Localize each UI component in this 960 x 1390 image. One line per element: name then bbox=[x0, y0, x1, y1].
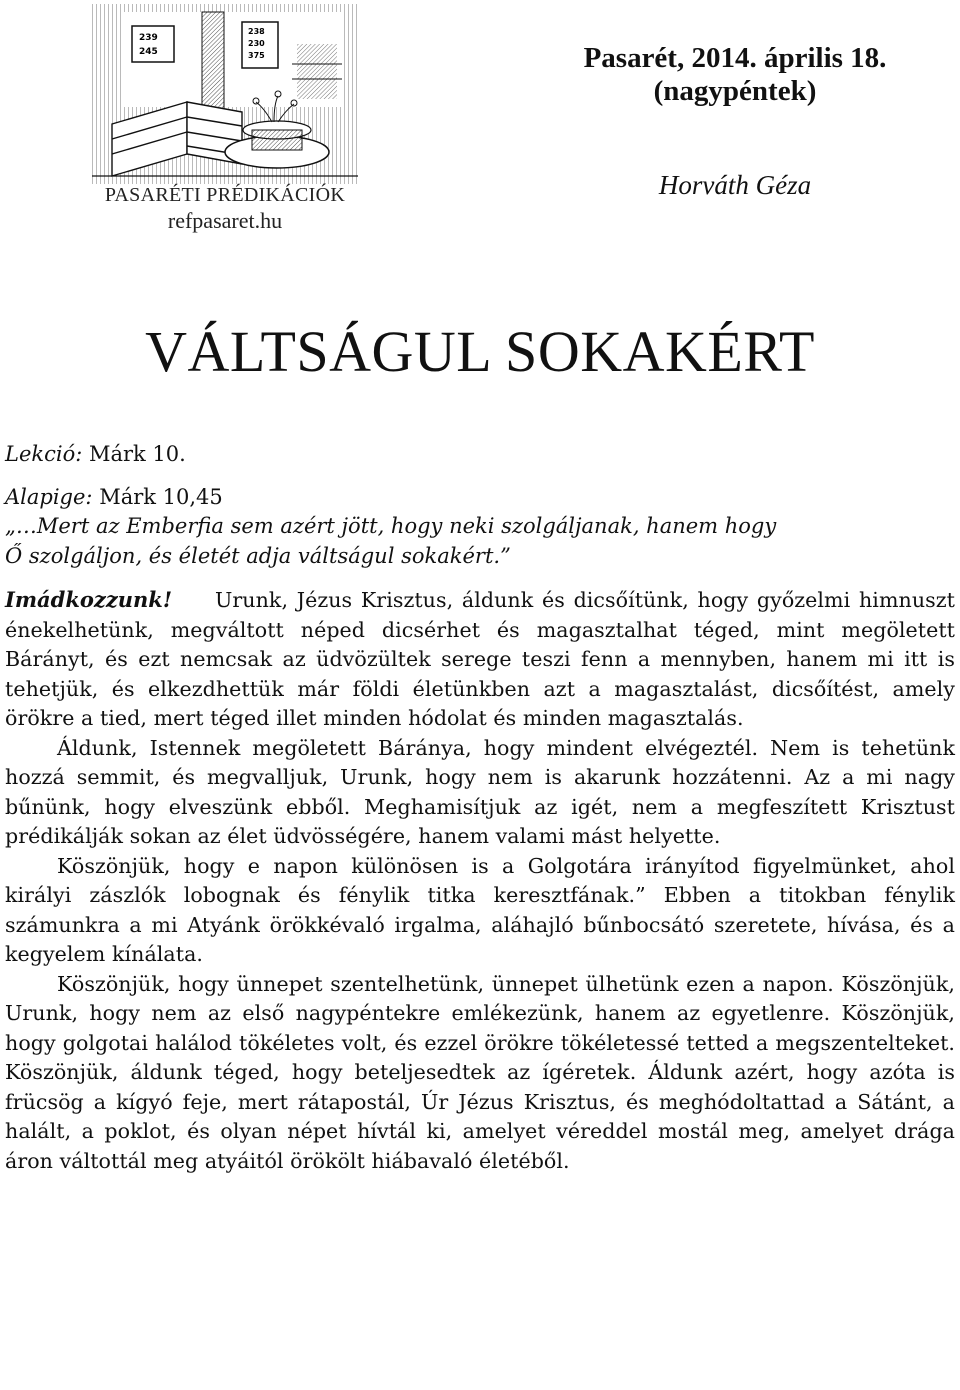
church-interior-illustration bbox=[92, 4, 358, 184]
source-name: PASARÉTI PRÉDIKÁCIÓK bbox=[104, 184, 346, 206]
sermon-title: VÁLTSÁGUL SOKAKÉRT bbox=[145, 319, 815, 384]
sermon-content bbox=[5, 440, 955, 1176]
board-number: 230 bbox=[248, 39, 265, 48]
prayer-paragraph: Köszönjük, hogy ünnepet szentelhetünk, ünnepet ülhetünk ezen a napon. Köszönjük, Urunk, hogy nem az első nagypéntekre emlékezünk, hanem az egyetlenre. Köszönjük, hogy golgotai halálod tökéletes volt, és ezzel örökre tökéletessé tetted a megszentelteket. Köszönjük, áldunk téged, hogy beteljesedtek az ígéretek. Áldunk azért, hogy azóta is frücsög a kígyó feje, mert rátapostál, Úr Jézus Krisztus, és meghódoltattad a Sátánt, a halált, a poklot, és olyan népet hívtál ki, amelyet véreddel mostál meg, amelyet drága áron váltottál meg atyáitól örökölt hiábavaló életéből. bbox=[5, 971, 955, 1173]
prayer-paragraph: Urunk, Jézus Krisztus, áldunk és dicsőítünk, hogy győzelmi himnuszt énekelhetünk, megváltott néped dicsérhet és magasztalhat téged, mint megöletett Bárányt, és ezt nemcsak az üdvözültek serege teszi fenn a mennyben, hanem mi itt is tehetjük, és elkezdhettük már földi életünkben azt a magasztalást, dicsőítést, amely örökre a tied, mert téged illet minden hódolat és minden magasztalás. bbox=[5, 588, 955, 731]
base-verse-line bbox=[5, 483, 955, 513]
prayer-body bbox=[5, 586, 955, 1176]
board-number: 375 bbox=[248, 51, 265, 60]
base-verse-quote: Ő szolgáljon, és életét adja váltságul sokakért.” bbox=[5, 544, 511, 569]
lection-value: Márk 10. bbox=[82, 442, 186, 466]
hymn-board-right bbox=[242, 22, 278, 68]
sermon-date bbox=[545, 42, 925, 108]
prayer-paragraph: Áldunk, Istennek megöletett Báránya, hogy mindent elvégeztél. Nem is tehetünk hozzá semmit, és megvalljuk, Urunk, hogy nem is akarunk hozzátenni. Az a mi nagy bűnünk, hogy elveszünk ebből. Meghamisítjuk az igét, nem a megfeszített Krisztust prédikálják sokan az élet üdvösségére, hanem valami mást helyette. bbox=[5, 735, 955, 849]
base-verse-value: Márk 10,45 bbox=[92, 484, 223, 509]
prayer-heading: Imádkozzunk! bbox=[5, 586, 173, 612]
date-line: Pasarét, 2014. április 18. bbox=[583, 42, 887, 74]
base-verse-quote: „…Mert az Emberfia sem azért jött, hogy neki szolgáljanak, hanem hogy bbox=[5, 514, 777, 539]
hymn-board-left bbox=[132, 26, 174, 62]
prayer-paragraph: Köszönjük, hogy e napon különösen is a Golgotára irányítod figyelmünket, ahol királyi zászlók lobognak és fénylik titka keresztfának.” Ebben a titokban fénylik számunkra a mi Atyánk örökkévaló irgalma, aláhajló bűnbocsátó szeretete, hívása, és a kegyelem kínálata. bbox=[5, 853, 955, 967]
base-verse-label: Alapige: bbox=[5, 484, 93, 509]
board-number: 239 bbox=[139, 33, 158, 43]
source-url: refpasaret.hu bbox=[167, 208, 283, 233]
board-number: 245 bbox=[139, 47, 158, 57]
lection-label: Lekció: bbox=[5, 442, 83, 466]
author-name: Horváth Géza bbox=[658, 170, 812, 200]
day-line: (nagypéntek) bbox=[653, 75, 817, 107]
lection-line bbox=[5, 440, 955, 470]
board-number: 238 bbox=[248, 27, 265, 36]
